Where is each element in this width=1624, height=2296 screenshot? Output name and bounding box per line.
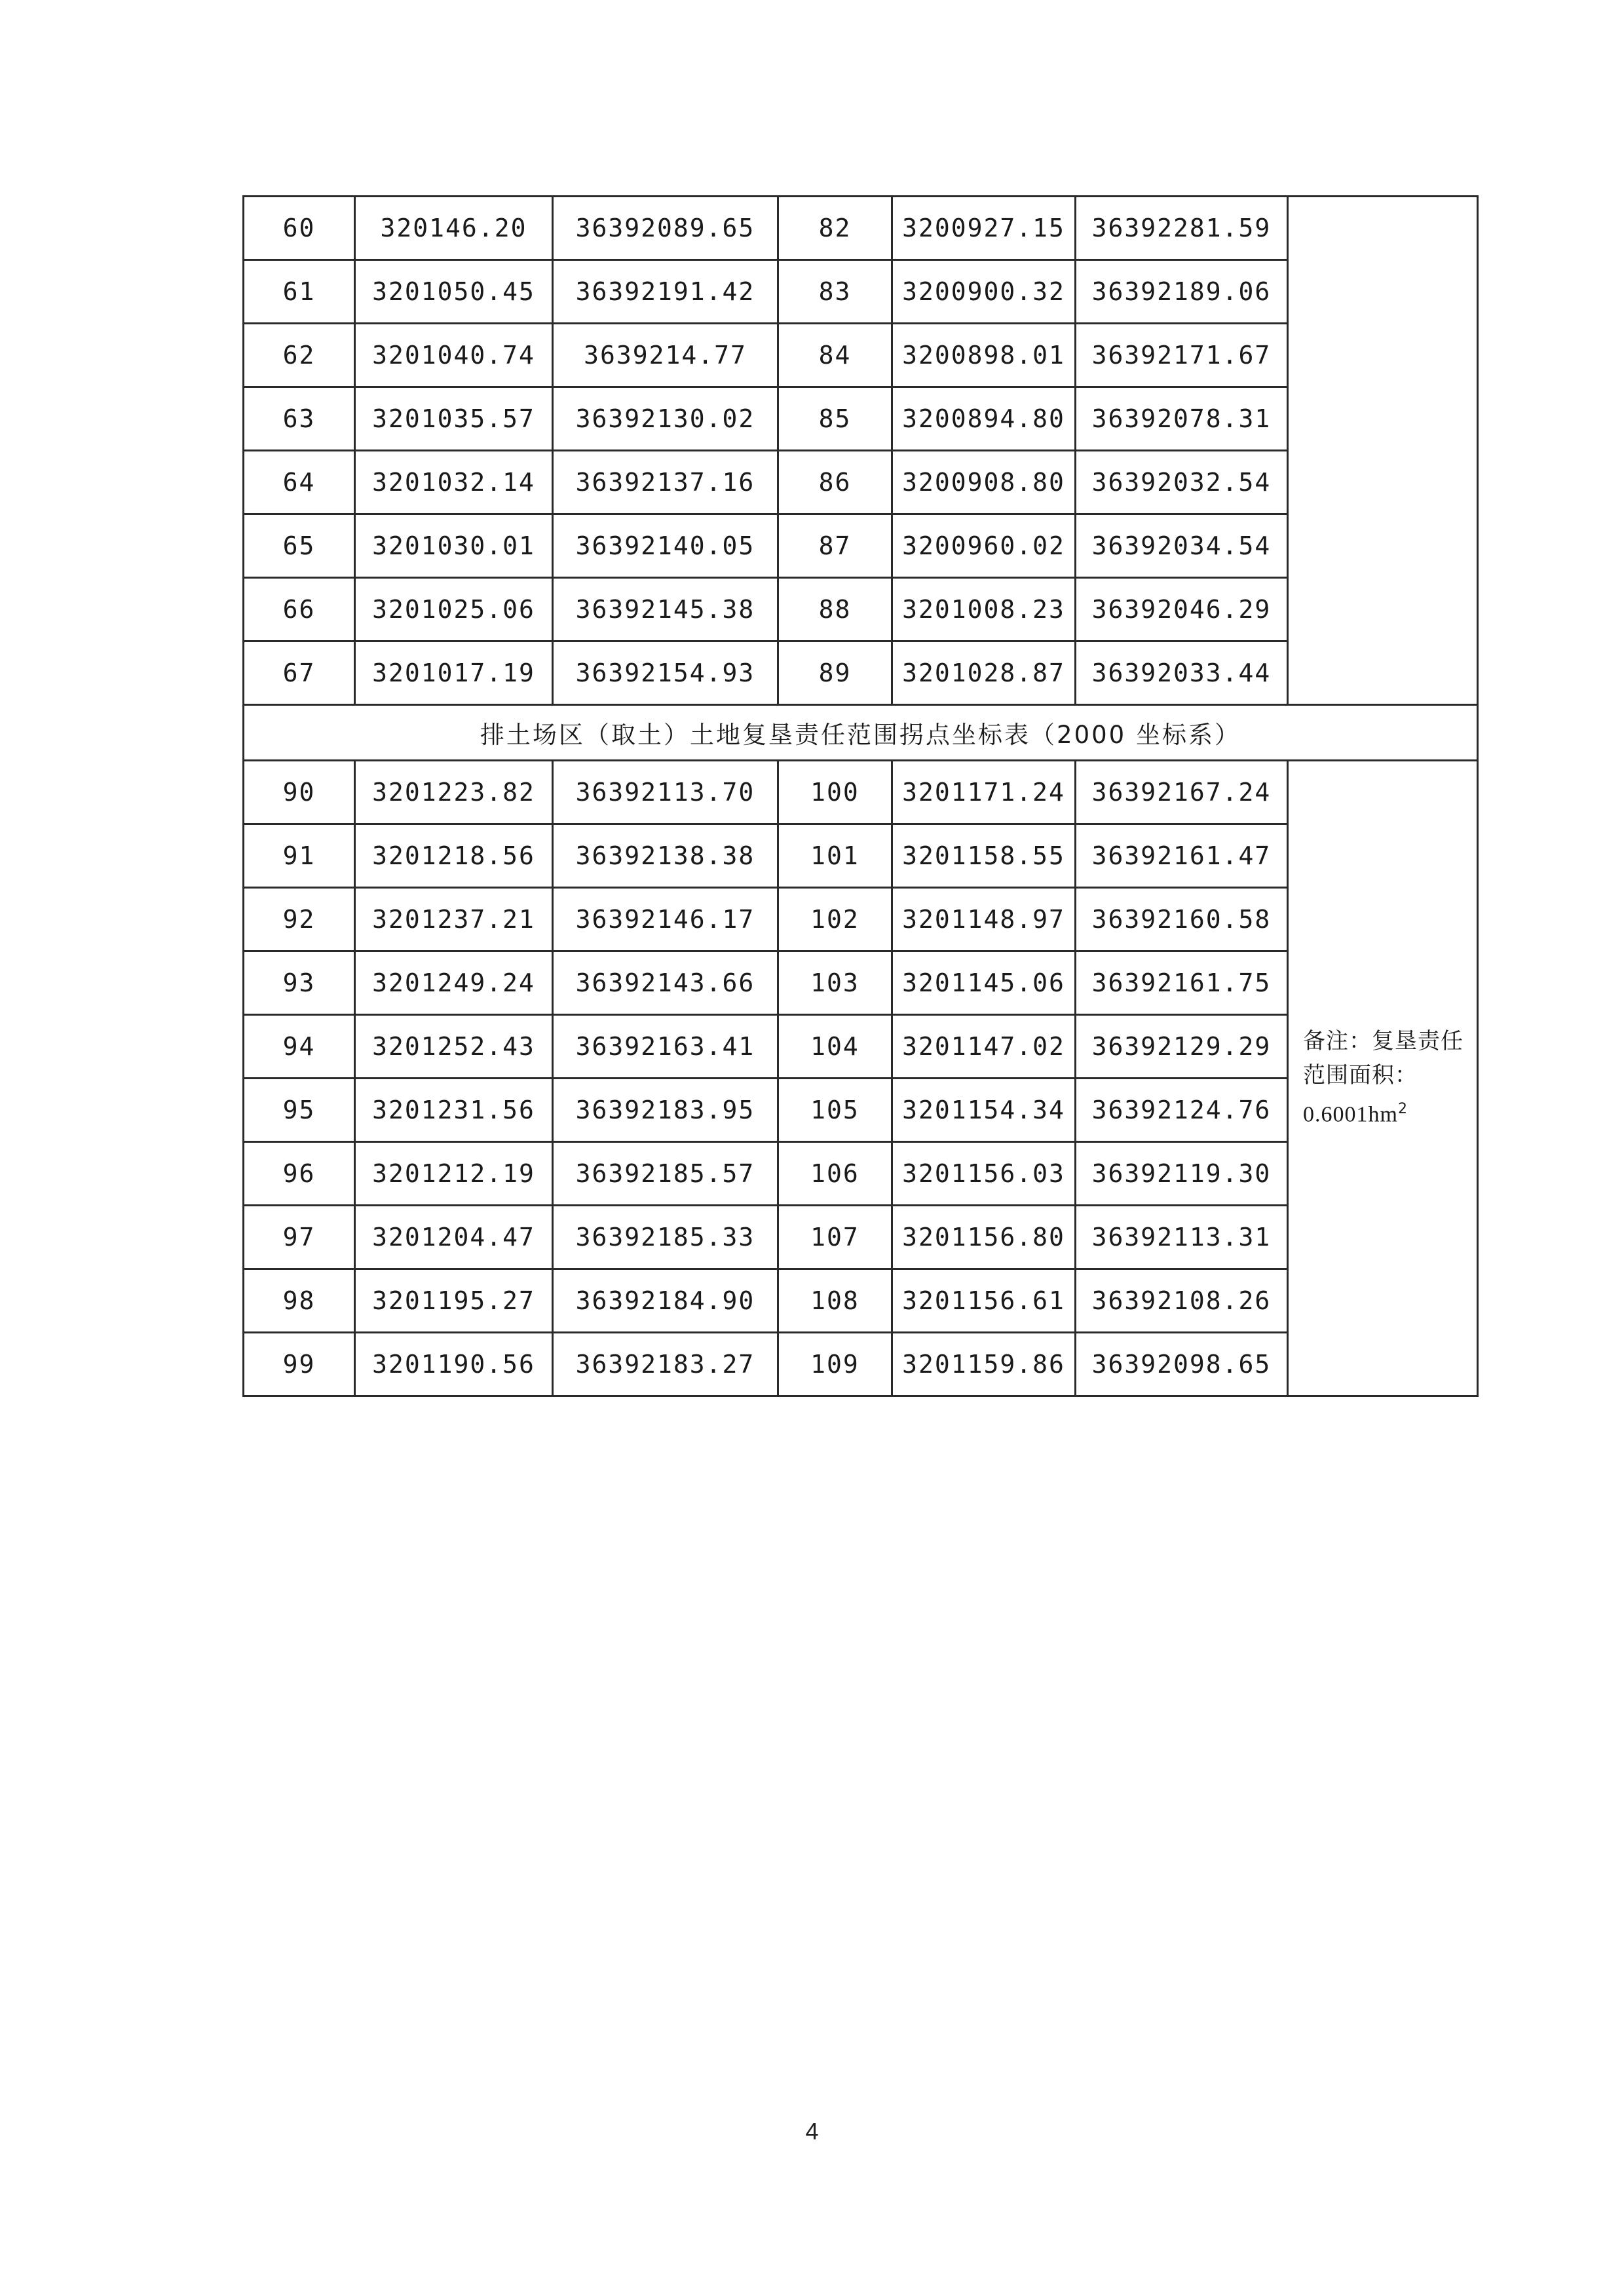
- x-coordinate-cell: 3201204.47: [355, 1206, 553, 1269]
- point-id-cell: 91: [244, 824, 355, 888]
- x-coordinate-cell: 3201252.43: [355, 1015, 553, 1079]
- x-coordinate-cell: 3201035.57: [355, 387, 553, 451]
- y-coordinate-cell: 36392129.29: [1076, 1015, 1288, 1079]
- point-id-cell: 90: [244, 761, 355, 824]
- x-coordinate-cell: 3201008.23: [892, 578, 1076, 641]
- x-coordinate-cell: 3200960.02: [892, 514, 1076, 578]
- x-coordinate-cell: 3200898.01: [892, 324, 1076, 387]
- x-coordinate-cell: 3201218.56: [355, 824, 553, 888]
- y-coordinate-cell: 36392119.30: [1076, 1142, 1288, 1206]
- section-title: 排土场区（取土）土地复垦责任范围拐点坐标表（2000 坐标系）: [244, 705, 1478, 761]
- table1-body: [244, 197, 1478, 705]
- point-id-cell: 102: [778, 888, 892, 951]
- table-row: [244, 197, 1478, 260]
- point-id-cell: 61: [244, 260, 355, 324]
- point-id-cell: 60: [244, 197, 355, 260]
- y-coordinate-cell: 36392163.41: [553, 1015, 778, 1079]
- x-coordinate-cell: 3201032.14: [355, 451, 553, 514]
- y-coordinate-cell: 36392191.42: [553, 260, 778, 324]
- y-coordinate-cell: 36392281.59: [1076, 197, 1288, 260]
- point-id-cell: 100: [778, 761, 892, 824]
- point-id-cell: 86: [778, 451, 892, 514]
- y-coordinate-cell: 36392078.31: [1076, 387, 1288, 451]
- point-id-cell: 84: [778, 324, 892, 387]
- point-id-cell: 62: [244, 324, 355, 387]
- y-coordinate-cell: 36392130.02: [553, 387, 778, 451]
- point-id-cell: 92: [244, 888, 355, 951]
- point-id-cell: 101: [778, 824, 892, 888]
- y-coordinate-cell: 36392138.38: [553, 824, 778, 888]
- x-coordinate-cell: 3201040.74: [355, 324, 553, 387]
- y-coordinate-cell: 36392113.70: [553, 761, 778, 824]
- y-coordinate-cell: 36392143.66: [553, 951, 778, 1015]
- y-coordinate-cell: 36392046.29: [1076, 578, 1288, 641]
- x-coordinate-cell: 3200900.32: [892, 260, 1076, 324]
- x-coordinate-cell: 3201154.34: [892, 1079, 1076, 1142]
- x-coordinate-cell: 3201145.06: [892, 951, 1076, 1015]
- x-coordinate-cell: 3201231.56: [355, 1079, 553, 1142]
- point-id-cell: 96: [244, 1142, 355, 1206]
- point-id-cell: 85: [778, 387, 892, 451]
- point-id-cell: 67: [244, 641, 355, 705]
- y-coordinate-cell: 36392183.95: [553, 1079, 778, 1142]
- y-coordinate-cell: 36392189.06: [1076, 260, 1288, 324]
- y-coordinate-cell: 36392140.05: [553, 514, 778, 578]
- x-coordinate-cell: 3201017.19: [355, 641, 553, 705]
- x-coordinate-cell: 3200927.15: [892, 197, 1076, 260]
- x-coordinate-cell: 3201156.80: [892, 1206, 1076, 1269]
- y-coordinate-cell: 36392113.31: [1076, 1206, 1288, 1269]
- point-id-cell: 88: [778, 578, 892, 641]
- note-area-unit-exponent: 2: [1397, 1101, 1408, 1118]
- x-coordinate-cell: 3201190.56: [355, 1333, 553, 1396]
- x-coordinate-cell: 3201028.87: [892, 641, 1076, 705]
- point-id-cell: 98: [244, 1269, 355, 1333]
- x-coordinate-cell: 3201171.24: [892, 761, 1076, 824]
- x-coordinate-cell: 3201159.86: [892, 1333, 1076, 1396]
- point-id-cell: 104: [778, 1015, 892, 1079]
- y-coordinate-cell: 36392089.65: [553, 197, 778, 260]
- point-id-cell: 94: [244, 1015, 355, 1079]
- point-id-cell: 66: [244, 578, 355, 641]
- point-id-cell: 97: [244, 1206, 355, 1269]
- table2-body: [244, 761, 1478, 1396]
- point-id-cell: 103: [778, 951, 892, 1015]
- x-coordinate-cell: 320146.20: [355, 197, 553, 260]
- section2-header: [244, 705, 1478, 761]
- point-id-cell: 63: [244, 387, 355, 451]
- point-id-cell: 109: [778, 1333, 892, 1396]
- table-row: [244, 761, 1478, 824]
- y-coordinate-cell: 36392137.16: [553, 451, 778, 514]
- x-coordinate-cell: 3201237.21: [355, 888, 553, 951]
- y-coordinate-cell: 3639214.77: [553, 324, 778, 387]
- x-coordinate-cell: 3201156.03: [892, 1142, 1076, 1206]
- point-id-cell: 95: [244, 1079, 355, 1142]
- note-cell: [1288, 197, 1478, 705]
- x-coordinate-cell: 3201212.19: [355, 1142, 553, 1206]
- point-id-cell: 87: [778, 514, 892, 578]
- y-coordinate-cell: 36392183.27: [553, 1333, 778, 1396]
- x-coordinate-cell: 3201156.61: [892, 1269, 1076, 1333]
- point-id-cell: 82: [778, 197, 892, 260]
- x-coordinate-cell: 3201195.27: [355, 1269, 553, 1333]
- x-coordinate-cell: 3201158.55: [892, 824, 1076, 888]
- y-coordinate-cell: 36392185.33: [553, 1206, 778, 1269]
- note-area-value: 0.6001hm: [1303, 1102, 1398, 1127]
- note-label: 备注：复垦责任范围面积：: [1303, 1028, 1463, 1089]
- y-coordinate-cell: 36392161.47: [1076, 824, 1288, 888]
- point-id-cell: 106: [778, 1142, 892, 1206]
- note-cell: [1288, 761, 1478, 1396]
- y-coordinate-cell: 36392098.65: [1076, 1333, 1288, 1396]
- y-coordinate-cell: 36392167.24: [1076, 761, 1288, 824]
- y-coordinate-cell: 36392146.17: [553, 888, 778, 951]
- section-title-row: [244, 705, 1478, 761]
- point-id-cell: 93: [244, 951, 355, 1015]
- point-id-cell: 65: [244, 514, 355, 578]
- y-coordinate-cell: 36392124.76: [1076, 1079, 1288, 1142]
- point-id-cell: 108: [778, 1269, 892, 1333]
- y-coordinate-cell: 36392033.44: [1076, 641, 1288, 705]
- y-coordinate-cell: 36392154.93: [553, 641, 778, 705]
- x-coordinate-cell: 3201025.06: [355, 578, 553, 641]
- y-coordinate-cell: 36392145.38: [553, 578, 778, 641]
- point-id-cell: 89: [778, 641, 892, 705]
- y-coordinate-cell: 36392108.26: [1076, 1269, 1288, 1333]
- y-coordinate-cell: 36392160.58: [1076, 888, 1288, 951]
- x-coordinate-cell: 3201223.82: [355, 761, 553, 824]
- point-id-cell: 107: [778, 1206, 892, 1269]
- coordinate-table: [242, 195, 1479, 1397]
- x-coordinate-cell: 3201030.01: [355, 514, 553, 578]
- point-id-cell: 64: [244, 451, 355, 514]
- page-number: 4: [805, 2118, 819, 2145]
- x-coordinate-cell: 3200894.80: [892, 387, 1076, 451]
- x-coordinate-cell: 3201050.45: [355, 260, 553, 324]
- x-coordinate-cell: 3200908.80: [892, 451, 1076, 514]
- x-coordinate-cell: 3201148.97: [892, 888, 1076, 951]
- x-coordinate-cell: 3201147.02: [892, 1015, 1076, 1079]
- point-id-cell: 99: [244, 1333, 355, 1396]
- y-coordinate-cell: 36392032.54: [1076, 451, 1288, 514]
- y-coordinate-cell: 36392185.57: [553, 1142, 778, 1206]
- point-id-cell: 83: [778, 260, 892, 324]
- y-coordinate-cell: 36392161.75: [1076, 951, 1288, 1015]
- y-coordinate-cell: 36392184.90: [553, 1269, 778, 1333]
- point-id-cell: 105: [778, 1079, 892, 1142]
- y-coordinate-cell: 36392171.67: [1076, 324, 1288, 387]
- x-coordinate-cell: 3201249.24: [355, 951, 553, 1015]
- y-coordinate-cell: 36392034.54: [1076, 514, 1288, 578]
